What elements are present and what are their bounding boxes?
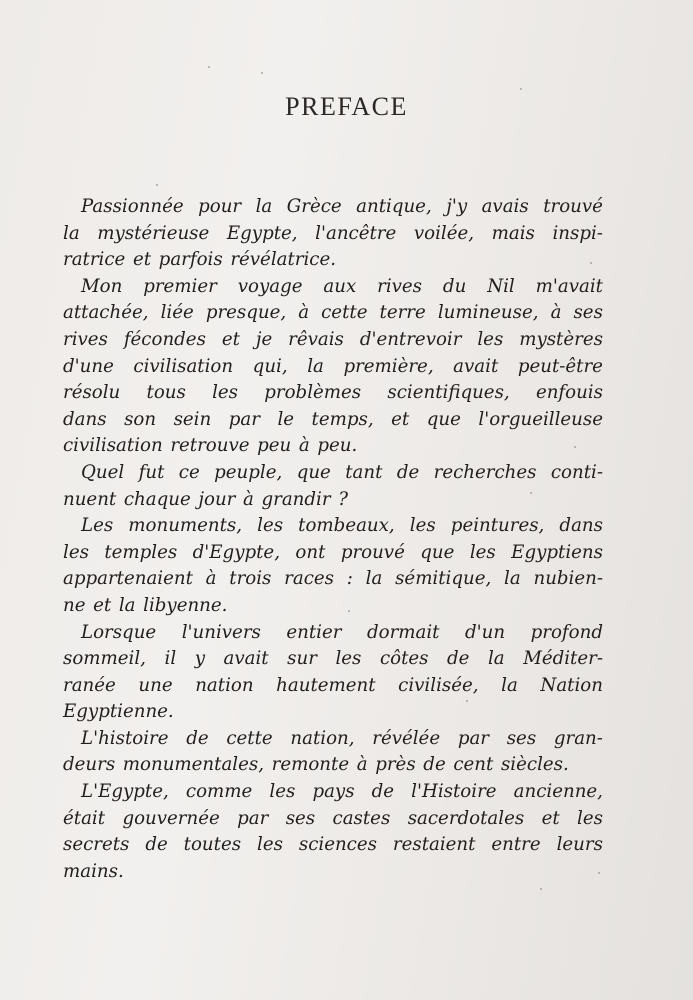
text-line <box>63 699 603 726</box>
text-word: sciences <box>298 834 377 856</box>
text-word: monumentales, <box>122 754 264 776</box>
text-word: j'y <box>446 196 468 217</box>
text-line <box>63 859 603 886</box>
text-word: hautement <box>276 674 376 696</box>
text-word: de <box>396 461 420 483</box>
text-word: sur <box>287 648 317 670</box>
text-word: sein <box>173 408 212 430</box>
text-word: Mon <box>81 275 123 297</box>
text-word: nation, <box>290 727 355 749</box>
text-word: ses <box>506 727 537 749</box>
text-word: la <box>118 594 136 616</box>
text-line <box>63 620 603 647</box>
text-word: antique, <box>356 196 432 217</box>
text-word: d'un <box>465 621 506 643</box>
text-word: gouvernée <box>122 807 220 829</box>
text-word: je <box>255 328 273 350</box>
text-word: par <box>457 727 489 749</box>
text-word: Egypte, <box>226 222 298 244</box>
text-word: races <box>284 568 334 590</box>
text-word: la <box>365 568 383 590</box>
text-word: l'univers <box>181 621 261 643</box>
text-line <box>63 752 603 779</box>
text-word: et <box>541 807 560 829</box>
text-line <box>63 433 603 460</box>
text-word: les <box>63 541 89 563</box>
text-word: que <box>426 408 461 430</box>
preface-body <box>63 194 603 885</box>
text-word: à <box>243 488 254 510</box>
text-line <box>63 646 603 673</box>
text-word: ratrice <box>63 249 126 271</box>
text-word: il <box>164 648 177 670</box>
text-word: presque, <box>205 302 287 324</box>
paper-speck <box>530 492 532 494</box>
text-word: avais <box>481 196 529 217</box>
text-word: par <box>228 408 260 430</box>
text-word: mystères <box>519 328 603 350</box>
text-word: cent <box>453 754 494 776</box>
text-word: de <box>447 648 470 670</box>
text-line <box>63 327 603 354</box>
text-word: les <box>257 515 284 537</box>
text-word: recherches <box>433 461 537 483</box>
text-word: et <box>221 328 240 350</box>
text-word: résolu <box>63 382 121 404</box>
text-word: sacerdotales <box>407 807 525 829</box>
text-word: nuent <box>63 488 117 510</box>
text-line <box>63 380 603 407</box>
text-word: nubien- <box>533 568 603 590</box>
text-line <box>63 566 603 593</box>
text-word: les <box>335 648 362 670</box>
text-word: les <box>477 328 504 350</box>
text-word: L'Egypte, <box>81 781 169 803</box>
text-word: et <box>93 594 112 616</box>
text-word: dans <box>63 408 107 430</box>
text-line <box>63 726 603 753</box>
text-line <box>63 513 603 540</box>
text-word: temples <box>104 541 178 563</box>
text-word: les <box>257 834 283 856</box>
text-word: du <box>442 275 467 297</box>
text-word: Méditer- <box>523 648 603 670</box>
text-line <box>63 673 603 700</box>
text-word: monuments, <box>128 515 243 537</box>
paper-speck <box>590 262 592 264</box>
text-line <box>63 194 603 221</box>
text-word: que <box>420 541 455 563</box>
text-line <box>63 460 603 487</box>
text-word: la <box>501 674 518 696</box>
text-word: ne <box>63 594 86 616</box>
text-word: les <box>212 382 239 404</box>
text-word: civilisée, <box>398 674 479 696</box>
text-word: de <box>145 834 168 856</box>
text-word: appartenaient <box>63 568 193 590</box>
text-word: la <box>487 648 505 670</box>
paper-speck <box>520 88 522 90</box>
text-word: mains. <box>63 860 124 882</box>
text-word: rives <box>63 328 108 350</box>
text-word: ranée <box>63 674 116 696</box>
text-word: peintures, <box>450 515 545 537</box>
text-word: scientifiques, <box>387 382 510 404</box>
text-word: une <box>138 674 173 696</box>
text-word: L'histoire <box>81 727 169 749</box>
text-word: liée <box>160 302 194 324</box>
paper-speck <box>466 700 468 702</box>
text-word: aux <box>323 275 357 297</box>
text-word: d'entrevoir <box>359 328 462 350</box>
text-word: trois <box>229 568 272 590</box>
text-word: enfouis <box>535 382 603 404</box>
text-line <box>63 407 603 434</box>
paper-speck <box>348 610 350 612</box>
text-line <box>63 540 603 567</box>
text-word: tous <box>146 382 186 404</box>
text-word: ce <box>178 461 200 483</box>
text-word: Egyptiens <box>511 541 603 563</box>
text-word: avait <box>223 648 269 670</box>
text-word: Passionnée <box>81 196 184 217</box>
text-word: par <box>237 807 269 829</box>
text-word: restaient <box>392 834 476 856</box>
text-word: siècles. <box>500 754 569 776</box>
text-word: problèmes <box>264 382 362 404</box>
text-word: rives <box>377 275 423 297</box>
paper-speck <box>156 184 158 186</box>
text-word: avait <box>453 355 499 377</box>
text-word: et <box>132 249 152 271</box>
text-word: parfois <box>158 249 223 271</box>
text-word: ses <box>285 807 316 829</box>
text-word: son <box>124 408 157 430</box>
paper-speck <box>208 66 210 68</box>
text-word: comme <box>185 781 253 803</box>
text-word: terre <box>379 302 426 324</box>
text-word: la <box>255 196 273 217</box>
text-line <box>63 274 603 301</box>
text-word: voyage <box>237 275 303 297</box>
text-word: était <box>63 807 106 829</box>
page-title: PREFACE <box>285 92 408 121</box>
text-word: leurs <box>556 834 603 856</box>
text-word: deurs <box>63 754 116 776</box>
text-word: de <box>371 781 395 803</box>
text-word: castes <box>332 807 391 829</box>
text-line <box>63 832 603 859</box>
text-word: à <box>205 568 217 590</box>
text-word: Grèce <box>286 196 342 217</box>
paper-speck <box>598 872 600 874</box>
text-word: inspi- <box>552 222 603 244</box>
text-word: nation <box>195 674 254 696</box>
text-line <box>63 779 603 806</box>
text-word: à <box>298 435 310 457</box>
text-word: Nation <box>540 674 603 696</box>
text-word: sémitique, <box>395 568 492 590</box>
text-line <box>63 221 603 248</box>
text-word: de <box>186 727 209 749</box>
text-word: fut <box>138 461 165 483</box>
text-word: peu. <box>317 435 358 457</box>
text-word: cette <box>321 302 368 324</box>
text-word: dans <box>559 515 603 537</box>
text-word: civilisation <box>63 435 163 457</box>
text-word: près <box>375 754 416 776</box>
text-word: libyenne. <box>143 594 228 616</box>
text-word: les <box>269 781 296 803</box>
text-word: ? <box>338 488 348 510</box>
text-word: entier <box>286 621 342 643</box>
text-word: ancienne, <box>513 781 603 803</box>
text-word: ont <box>295 541 326 563</box>
paper-speck <box>574 446 576 448</box>
text-word: la <box>504 568 521 590</box>
text-word: Nil <box>487 275 515 297</box>
text-word: révélatrice. <box>230 249 337 271</box>
text-line <box>63 247 603 274</box>
text-word: remonte <box>271 754 350 776</box>
text-word: que <box>296 461 331 483</box>
text-word: la <box>307 355 324 377</box>
text-word: la <box>63 222 80 244</box>
text-word: les <box>577 807 603 829</box>
text-word: conti- <box>550 461 603 483</box>
text-word: prouvé <box>340 541 405 563</box>
text-word: l'ancêtre <box>315 222 397 244</box>
text-word: peu <box>257 435 292 457</box>
text-word: y <box>194 648 205 670</box>
text-word: côtes <box>379 648 429 670</box>
text-word: tant <box>345 461 383 483</box>
text-word: jour <box>198 488 236 510</box>
text-word: dormait <box>366 621 440 643</box>
text-word: cette <box>226 727 273 749</box>
text-word: Quel <box>81 461 125 483</box>
text-word: : <box>346 568 353 590</box>
text-word: rêvais <box>288 328 344 350</box>
text-word: peuple, <box>214 461 283 483</box>
text-word: secrets <box>63 834 130 856</box>
text-line <box>63 487 603 514</box>
text-word: et <box>391 408 410 430</box>
text-word: à <box>298 302 310 324</box>
text-word: l'Histoire <box>411 781 497 803</box>
text-word: l'orgueilleuse <box>478 408 603 430</box>
text-word: mais <box>491 222 535 244</box>
text-word: les <box>409 515 436 537</box>
text-word: premier <box>143 275 217 297</box>
text-word: toutes <box>183 834 242 856</box>
text-word: gran- <box>553 727 603 749</box>
text-word: les <box>469 541 496 563</box>
text-word: Les <box>81 515 114 537</box>
text-word: fécondes <box>123 328 206 350</box>
text-word: lumineuse, <box>437 302 539 324</box>
text-word: profond <box>530 621 603 643</box>
text-word: Lorsque <box>81 621 157 643</box>
text-word: sommeil, <box>63 648 146 670</box>
text-word: chaque <box>123 488 191 510</box>
text-word: grandir <box>261 488 331 510</box>
text-word: pour <box>198 196 242 217</box>
text-word: peut-être <box>517 355 603 377</box>
text-line <box>63 300 603 327</box>
text-word: mystérieuse <box>97 222 210 244</box>
text-word: trouvé <box>543 196 603 217</box>
text-word: à <box>550 302 562 324</box>
text-word: de <box>423 754 446 776</box>
text-word: pays <box>312 781 355 803</box>
text-word: m'avait <box>535 275 603 297</box>
text-word: d'une <box>63 355 114 377</box>
paper-speck <box>261 72 263 74</box>
text-word: civilisation <box>133 355 234 377</box>
text-word: ses <box>573 302 603 324</box>
text-word: Egyptienne. <box>63 701 174 723</box>
text-line <box>63 593 603 620</box>
text-word: à <box>356 754 368 776</box>
text-word: temps, <box>311 408 374 430</box>
text-line <box>63 354 603 381</box>
text-line <box>63 806 603 833</box>
text-word: retrouve <box>170 435 250 457</box>
text-word: d'Egypte, <box>192 541 280 563</box>
text-word: le <box>277 408 295 430</box>
paper-speck <box>540 888 542 890</box>
text-word: attachée, <box>63 302 149 324</box>
text-word: première, <box>343 355 434 377</box>
text-word: révélée <box>372 727 441 749</box>
text-word: entre <box>491 834 541 856</box>
text-word: tombeaux, <box>298 515 395 537</box>
text-word: qui, <box>252 355 288 377</box>
text-word: voilée, <box>413 222 475 244</box>
